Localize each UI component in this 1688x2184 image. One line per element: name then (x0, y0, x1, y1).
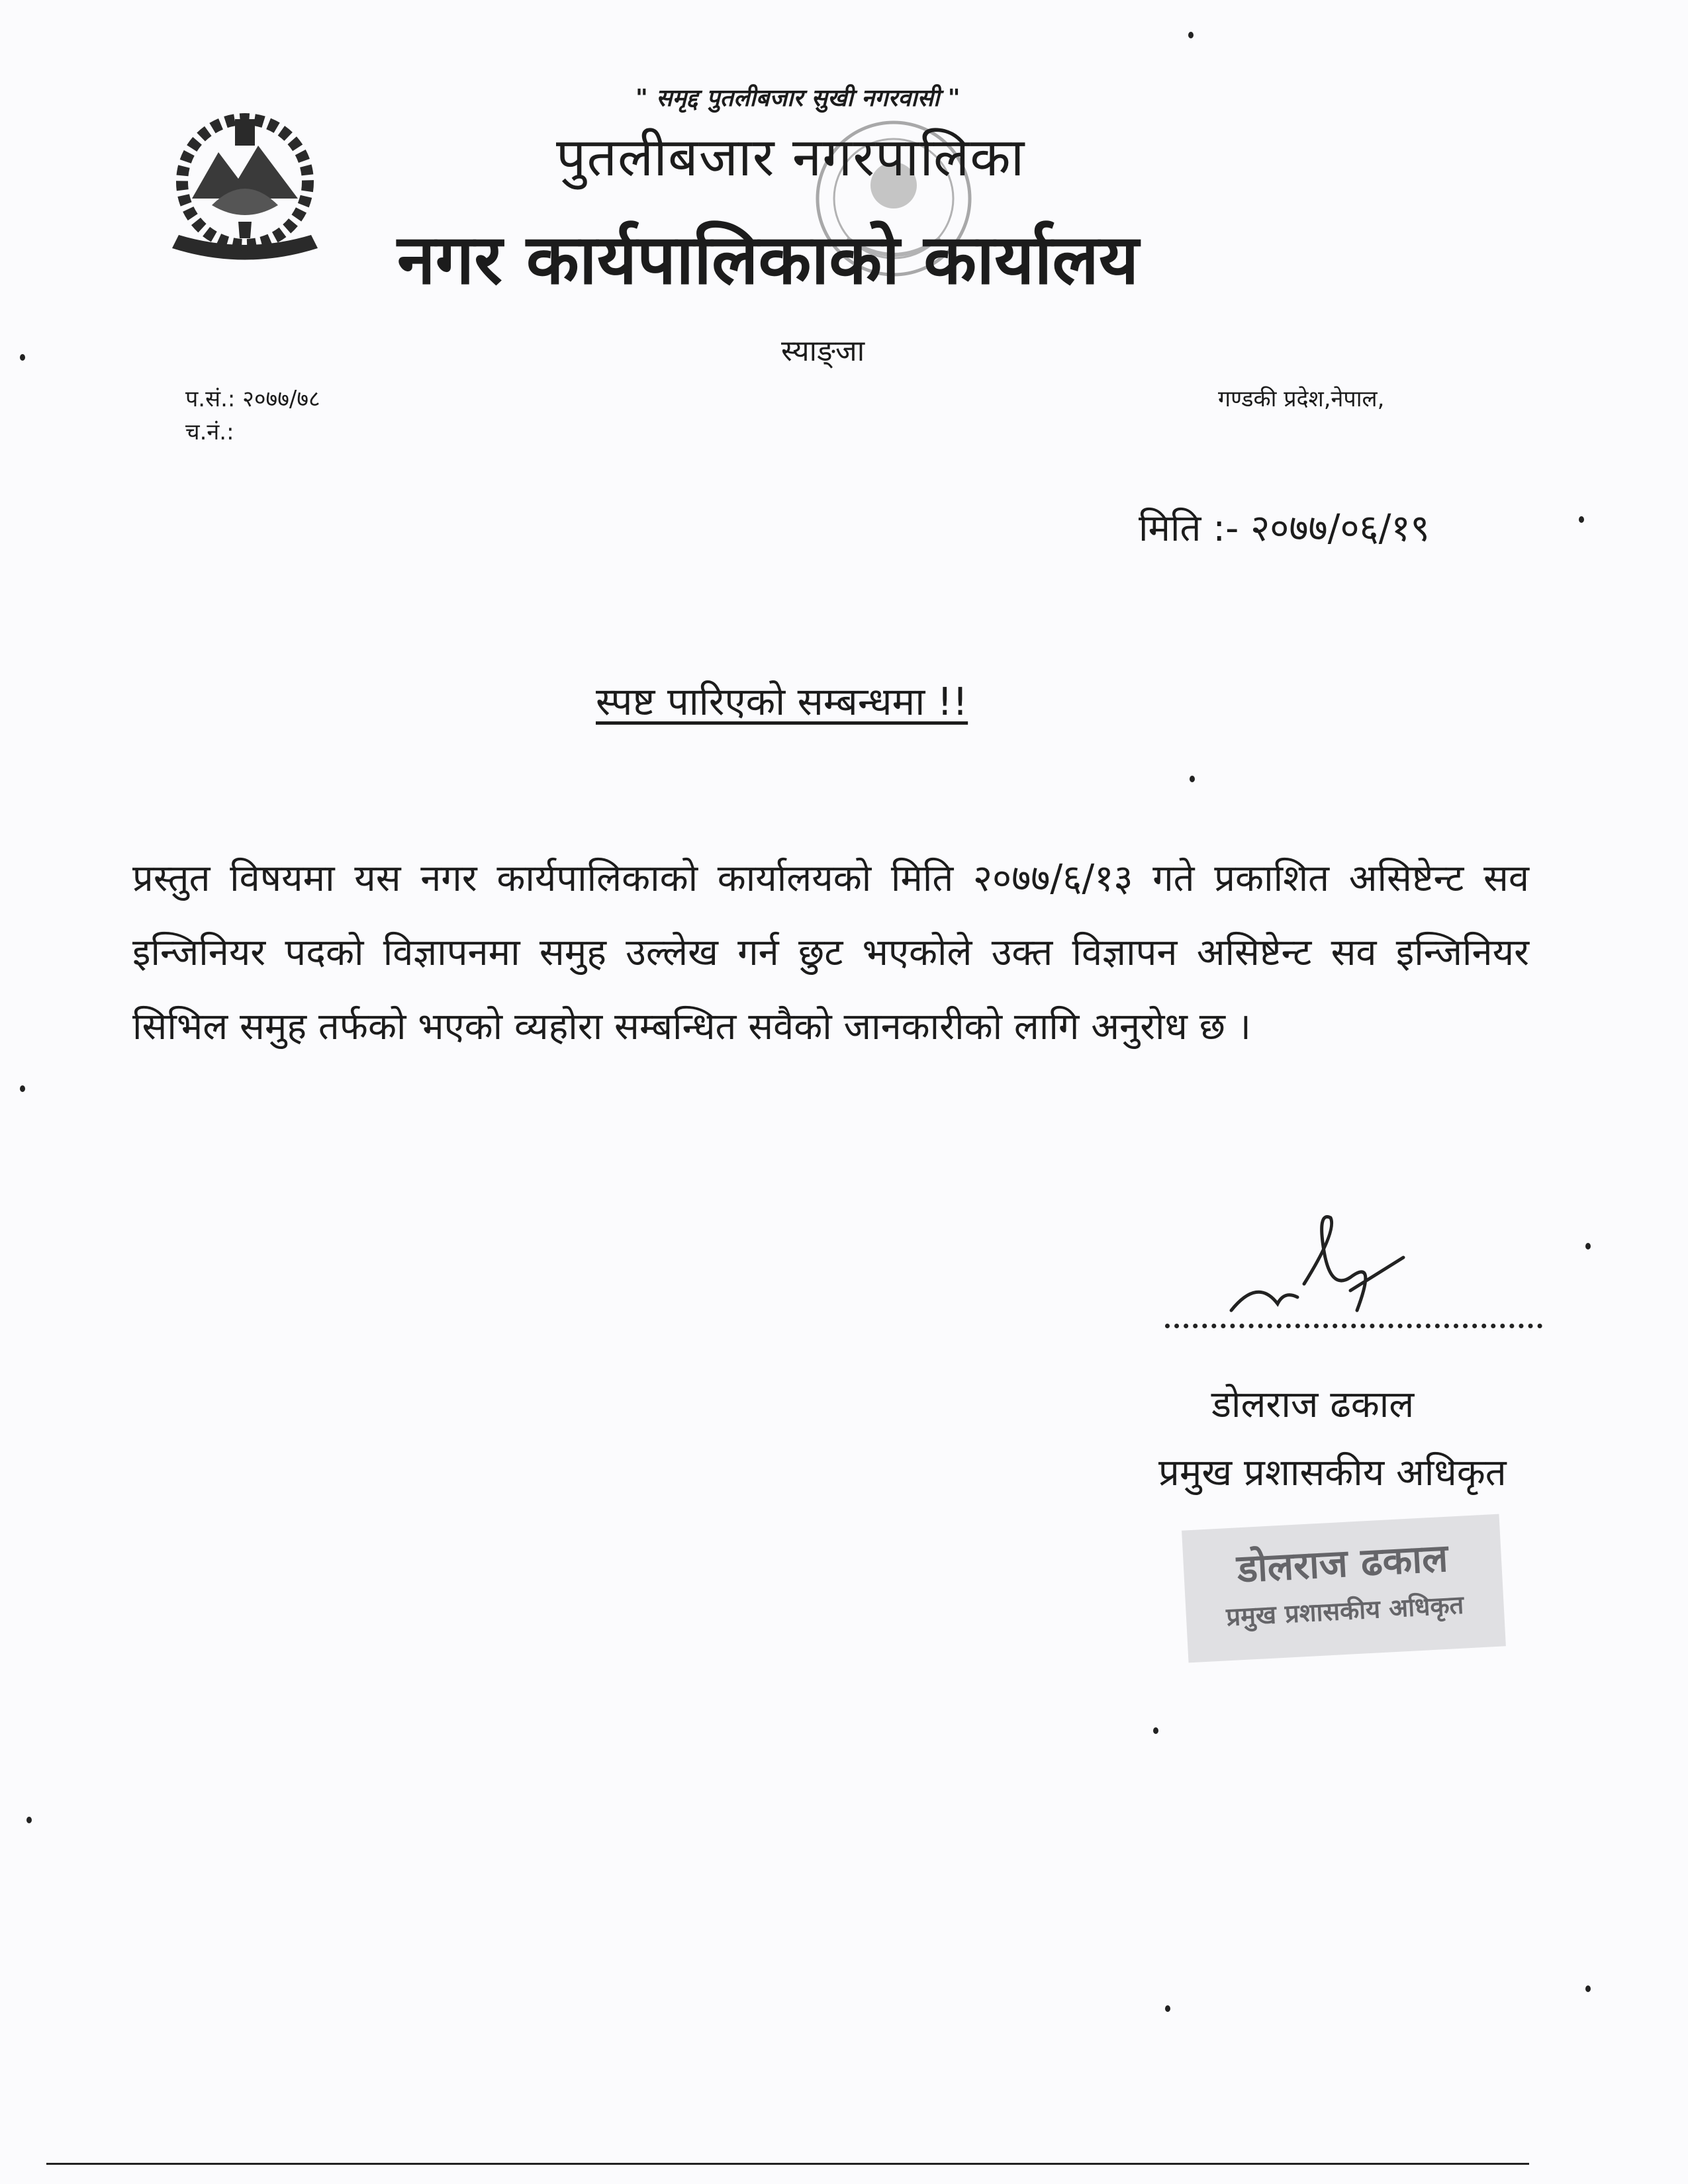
stamp-name: डोलराज ढकाल (1235, 1535, 1450, 1592)
district-name: स्याङ्जा (781, 334, 865, 368)
signer-name: डोलराज ढकाल (1211, 1383, 1415, 1426)
signature-line (1165, 1324, 1542, 1328)
reference-number: प.सं.: २०७७/७८ (185, 386, 320, 412)
handwritten-signature (1218, 1205, 1417, 1324)
signer-title: प्रमुख प्रशासकीय अधिकृत (1158, 1451, 1507, 1494)
letter-date: मिति :- २०७७/०६/१९ (1139, 507, 1430, 550)
scan-speck (20, 1085, 25, 1092)
scan-speck (1165, 2005, 1170, 2012)
scan-speck (1585, 1985, 1591, 1992)
name-stamp (1182, 1514, 1506, 1663)
footer-rule (46, 2163, 1529, 2165)
municipality-name: पुतलीबजार नगरपालिका (556, 126, 1025, 188)
letter-body: प्रस्तुत विषयमा यस नगर कार्यपालिकाको कार्यालयको मिति २०७७/६/१३ गते प्रकाशित असिष्टेन्ट सव इन्जिनियर पदको विज्ञापनमा समुह उल्लेख गर्न छुट भएकोले उक्त विज्ञापन असिष्टेन्ट सव इन्जिनियर सिभिल समुह तर्फको भएको व्यहोरा सम्बन्धित सवैको जानकारीको लागि अनुरोध छ । (132, 857, 1529, 1048)
letter-subject: स्पष्ट पारिएको सम्बन्धमा !! (596, 679, 968, 724)
slogan: " समृद्द पुतलीबजार सुखी नगरवासी " (635, 85, 961, 112)
nepal-emblem-icon (146, 106, 344, 271)
office-name: नगर कार्यपालिकाको कार्यालय (397, 219, 1139, 300)
province-address: गण्डकी प्रदेश,नेपाल, (1218, 386, 1385, 412)
scan-speck (1190, 776, 1195, 782)
scan-speck (1585, 1243, 1591, 1250)
scan-speck (1188, 32, 1194, 38)
scan-speck (1153, 1727, 1158, 1734)
scan-speck (20, 354, 25, 361)
scan-speck (1579, 516, 1584, 523)
scan-speck (26, 1817, 32, 1823)
dispatch-number: च.नं.: (185, 419, 234, 445)
stamp-title: प्रमुख प्रशासकीय अधिकृत (1225, 1590, 1465, 1632)
